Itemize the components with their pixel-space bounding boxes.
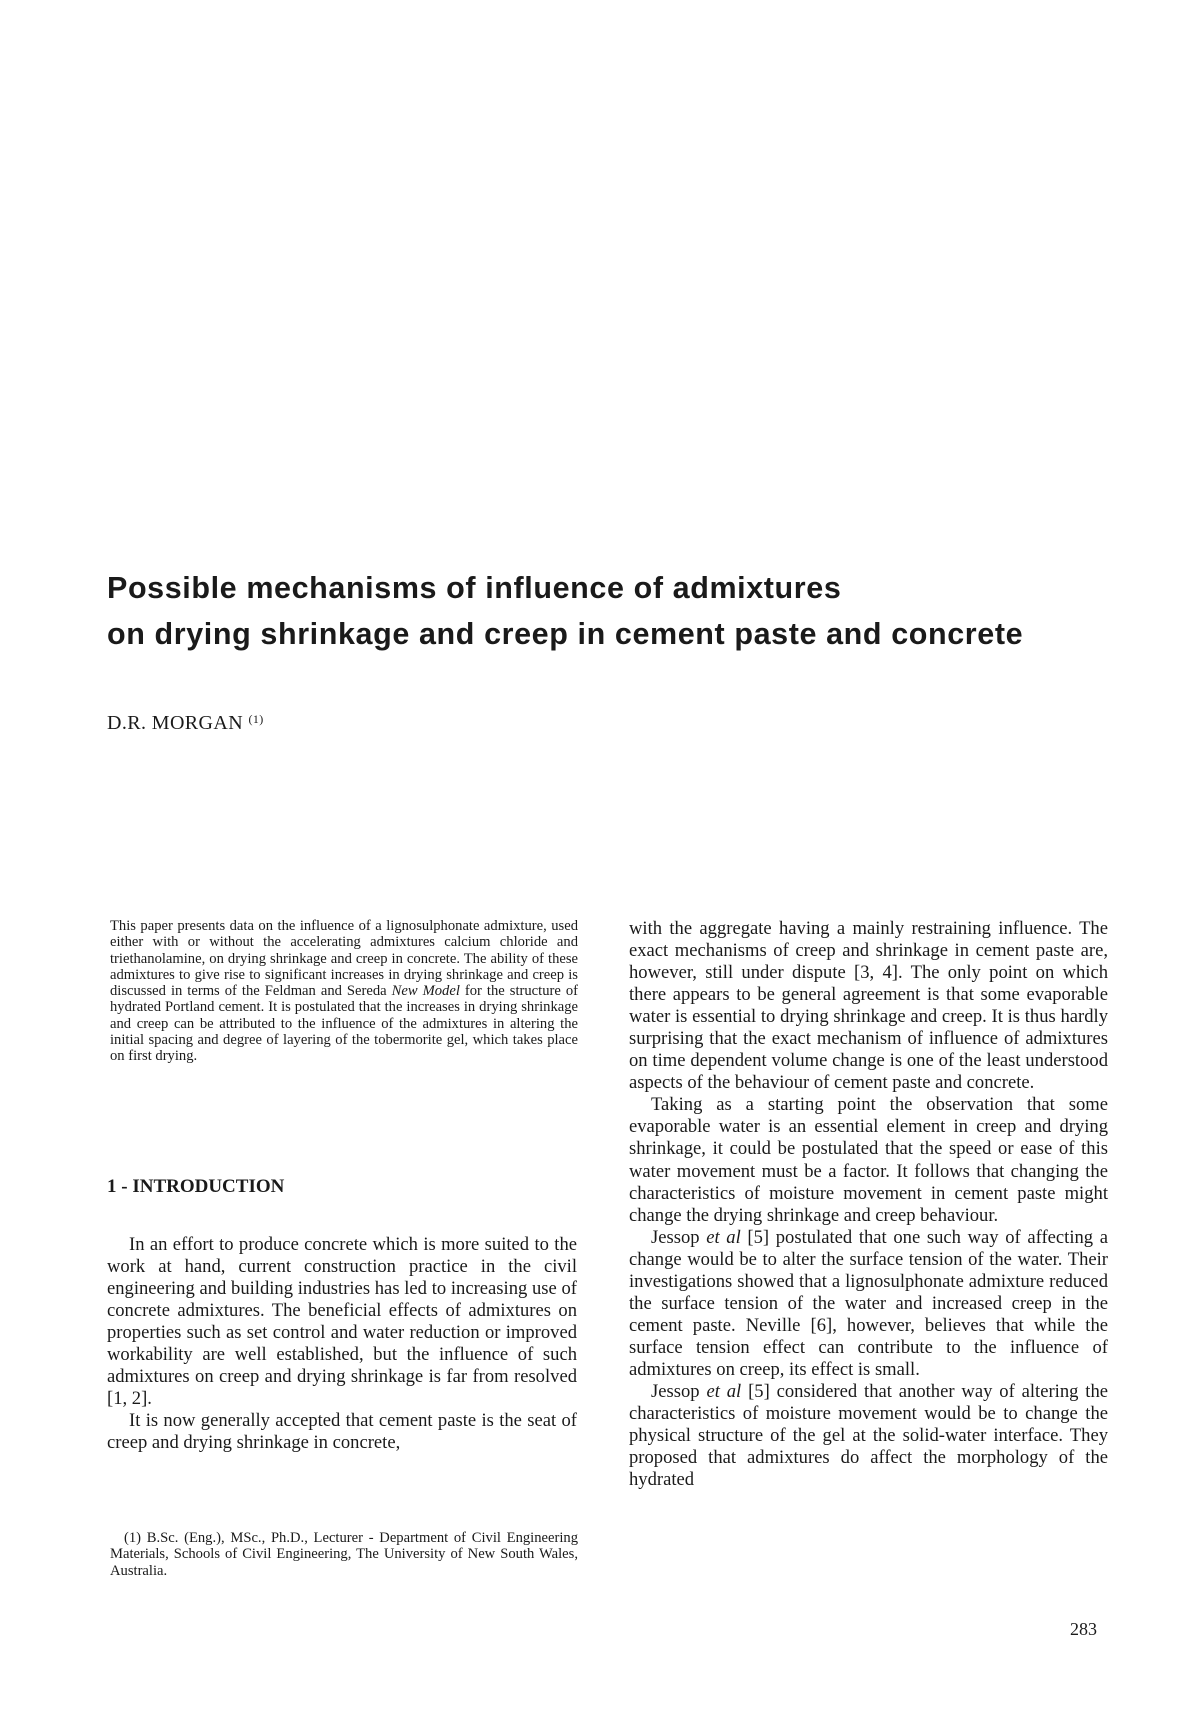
abstract-text-2: for the structure of hydrated Portland cement. It is postulated that the increases in drying shrinkage and creep can be attributed to the influence of the admixtures in altering the initial spacing and degree of layering of the tobermorite gel, which takes place on first drying. bbox=[110, 983, 578, 1065]
left-paragraph-1: In an effort to produce concrete which is more suited to the work at hand, current construction practice in the civil engineering and building industries has led to increasing use of concrete admixtures. The beneficial effects of admixtures on properties such as set control and water reduction or improved workability are well established, but the influence of such admixtures on creep and drying shrinkage is far from resolved [1, 2]. bbox=[107, 1234, 577, 1410]
right-paragraph-3 bbox=[629, 1227, 1108, 1381]
paper-title bbox=[107, 565, 1127, 657]
title-line-2: on drying shrinkage and creep in cement paste and concrete bbox=[107, 617, 1024, 651]
right-paragraph-1: with the aggregate having a mainly restraining influence. The exact mechanisms of creep and shrinkage in cement paste are, however, still under dispute [3, 4]. The only point on which there appears to be general agreement is that some evaporable water is essential to drying shrinkage and creep. It is thus hardly surprising that the exact mechanism of influence of admixtures on time dependent volume change is one of the least understood aspects of the behaviour of cement paste and concrete. bbox=[629, 918, 1108, 1094]
right-paragraph-4 bbox=[629, 1381, 1108, 1491]
right-paragraph-2: Taking as a starting point the observation that some evaporable water is an essential element in creep and drying shrinkage, it could be postulated that the speed or ease of this water movement must be a factor. It follows that changing the characteristics of moisture movement in cement paste might change the drying shrinkage and creep behaviour. bbox=[629, 1094, 1108, 1226]
left-column bbox=[107, 1234, 577, 1454]
right-paragraph-4-start: Jessop bbox=[651, 1380, 707, 1402]
page-number: 283 bbox=[1070, 1619, 1097, 1639]
author-note-mark: (1) bbox=[248, 712, 264, 726]
right-paragraph-4-italic: et al bbox=[706, 1380, 742, 1402]
abstract-text-1: This paper presents data on the influence of a lignosulphonate admixture, used either with or without the accelerating admixtures calcium chloride and triethanolamine, on drying shrinkage and creep in concrete. The ability of these admixtures to give rise to significant increases in drying shrinkage and creep is discussed in terms of the Feldman and Sereda bbox=[110, 918, 578, 1000]
right-paragraph-3-rest: [5] postulated that one such way of affecting a change would be to alter the surface tension of the water. Their investigations showed that a lignosulphonate admixture reduced the surface tension of the water and increased creep in the cement paste. Neville [6], however, believes that while the surface tension effect can contribute to the influence of admixtures on creep, its effect is small. bbox=[629, 1226, 1109, 1380]
title-line-1: Possible mechanisms of influence of admixtures bbox=[107, 571, 842, 605]
footnote-mark: (1) bbox=[124, 1530, 142, 1546]
footnote bbox=[110, 1530, 578, 1579]
section-heading: 1 - INTRODUCTION bbox=[107, 1176, 285, 1197]
author-name: D.R. MORGAN bbox=[107, 712, 244, 734]
abstract bbox=[110, 918, 578, 1065]
right-paragraph-4-rest: [5] considered that another way of altering the characteristics of moisture movement would be to change the physical structure of the gel at the solid-water interface. They proposed that admixtures do affect the morphology of the hydrated bbox=[629, 1380, 1109, 1491]
right-paragraph-3-start: Jessop bbox=[651, 1226, 707, 1248]
author-line bbox=[107, 712, 264, 735]
left-paragraph-2: It is now generally accepted that cement paste is the seat of creep and drying shrinkage in concrete, bbox=[107, 1410, 577, 1454]
right-column bbox=[629, 918, 1108, 1491]
abstract-italic: New Model bbox=[391, 983, 460, 1000]
footnote-text: B.Sc. (Eng.), MSc., Ph.D., Lecturer - Department of Civil Engineering Materials, Schools of Civil Engineering, The University of New South Wales, Australia. bbox=[110, 1530, 578, 1579]
right-paragraph-3-italic: et al bbox=[706, 1226, 741, 1248]
